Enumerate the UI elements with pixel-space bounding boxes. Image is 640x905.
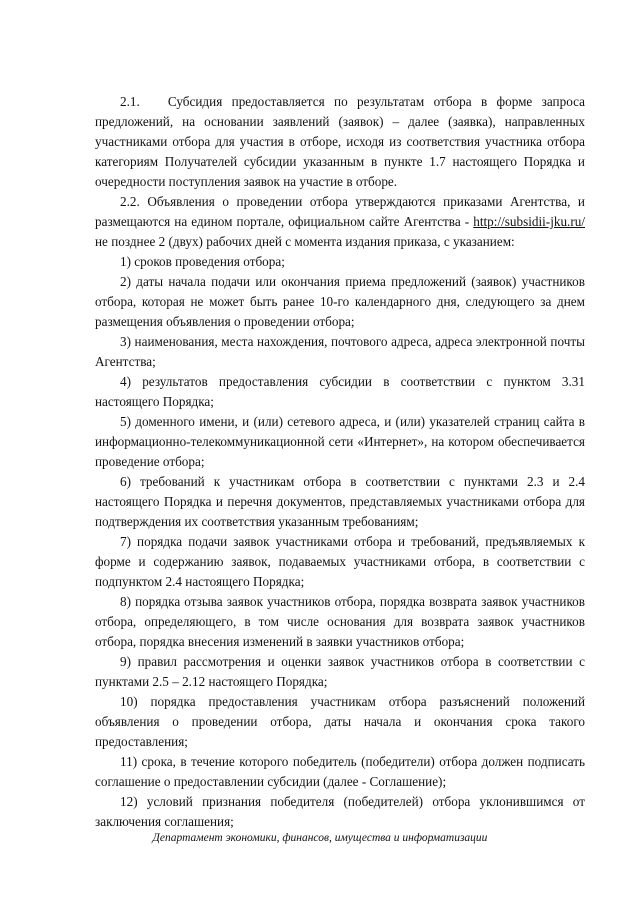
list-item-5: 5) доменного имени, и (или) сетевого адреса, и (или) указателей страниц сайта в информационно-телекоммуникационной сети «Интернет», на котором обеспечивается проведение отбора;: [95, 414, 585, 469]
list-item-10: 10) порядка предоставления участникам отбора разъяснений положений объявления о проведении отбора, даты начала и окончания срока такого предоставления;: [95, 694, 585, 749]
document-body: [95, 92, 585, 832]
list-item-1: 1) сроков проведения отбора;: [120, 254, 285, 269]
list-item-2: 2) даты начала подачи или окончания приема предложений (заявок) участников отбора, которая не может быть ранее 10-го календарного дня, следующего за днем размещения объявления о проведении отбора;: [95, 274, 585, 329]
list-item-12: 12) условий признания победителя (победителей) отбора уклонившимся от заключения соглашения;: [95, 794, 585, 829]
list-item-11: 11) срока, в течение которого победитель (победители) отбора должен подписать соглашение о предоставлении субсидии (далее - Соглашение);: [95, 754, 585, 789]
paragraph-2-2-text: 2.2. Объявления о проведении отбора утверждаются приказами Агентства, и размещаются на едином портале, официальном сайте Агентства -: [95, 194, 585, 229]
list-item-7: 7) порядка подачи заявок участниками отбора и требований, предъявляемых к форме и содержанию заявок, подаваемых участниками отбора, в соответствии с подпунктом 2.4 настоящего Порядка;: [95, 534, 585, 589]
list-item-4: 4) результатов предоставления субсидии в соответствии с пунктом 3.31 настоящего Порядка;: [95, 374, 585, 409]
agency-website-link[interactable]: http://subsidii-jku.ru/: [473, 214, 585, 229]
list-item-8: 8) порядка отзыва заявок участников отбора, порядка возврата заявок участников отбора, определяющего, в том числе основания для возврата заявок участников отбора, порядка внесения изменений в заявки участников отбора;: [95, 594, 585, 649]
list-item-9: 9) правил рассмотрения и оценки заявок участников отбора в соответствии с пунктами 2.5 – 2.12 настоящего Порядка;: [95, 654, 585, 689]
paragraph-2-2: [95, 192, 585, 252]
paragraph-2-2-text-end: не позднее 2 (двух) рабочих дней с момента издания приказа, с указанием:: [95, 234, 515, 249]
list-item-3: 3) наименования, места нахождения, почтового адреса, адреса электронной почты Агентства;: [95, 334, 585, 369]
page-footer: Департамент экономики, финансов, имущества и информатизации: [152, 832, 488, 844]
paragraph-2-1: 2.1. Субсидия предоставляется по результатам отбора в форме запроса предложений, на основании заявлений (заявок) – далее (заявка), направленных участниками отбора для участия в отборе, исходя из соответствия участника отбора категориям Получателей субсидии указанным в пункте 1.7 настоящего Порядка и очередности поступления заявок на участие в отборе.: [95, 94, 585, 189]
list-item-6: 6) требований к участникам отбора в соответствии с пунктами 2.3 и 2.4 настоящего Порядка и перечня документов, представляемых участниками отбора для подтверждения их соответствия указанным требованиям;: [95, 474, 585, 529]
